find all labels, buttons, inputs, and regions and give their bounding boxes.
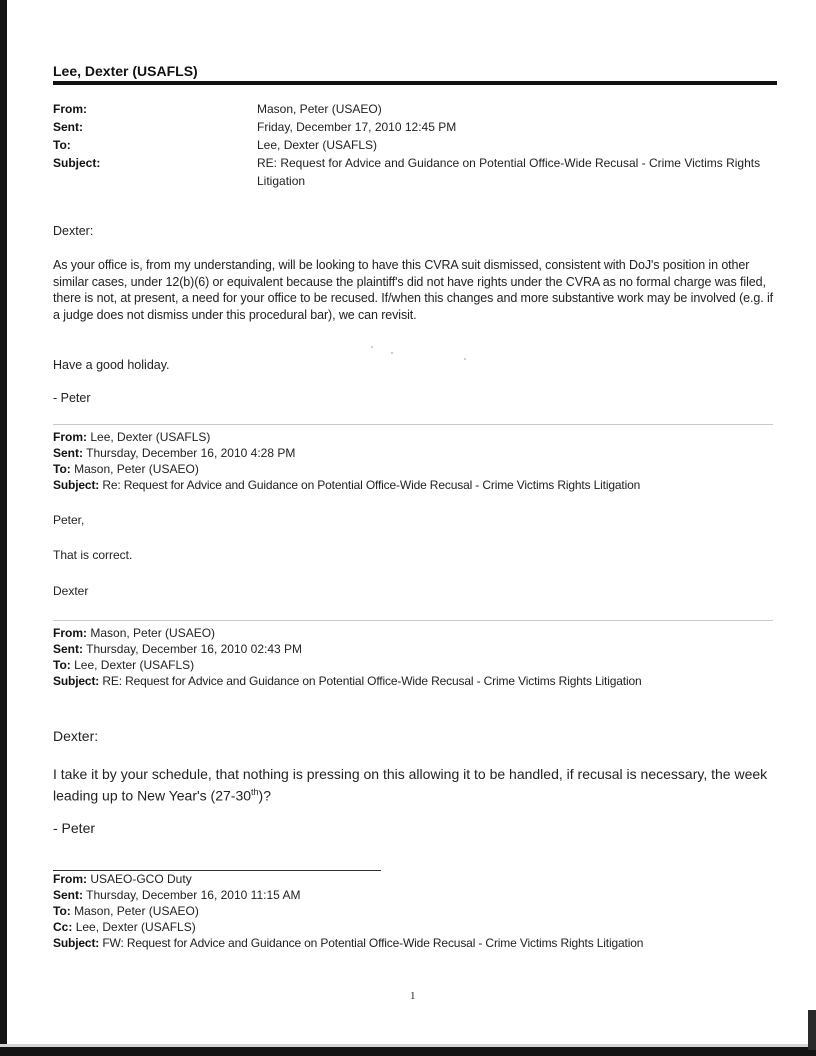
header-from-value: Mason, Peter (USAEO) — [257, 102, 382, 116]
quoted3-sent — [53, 888, 300, 902]
scan-speck — [371, 346, 373, 348]
message1-body: As your office is, from my understanding, will be looking to have this CVRA suit dismissed, consistent with DoJ's position in other similar cases, under 12(b)(6) or equivalent because the plaintiff's did not have rights under the CVRA as no formal charge was filed, there is not, at present, a need for your office to be recused. If/when this changes and more substantive work may be involved (e.g. if a judge does not dismiss under this procedural bar), we can revisit. — [53, 258, 774, 322]
quoted2-to-label: To: — [53, 658, 71, 672]
quoted3-from-value: USAEO-GCO Duty — [90, 872, 192, 886]
quoted1-signature: Dexter — [53, 584, 89, 598]
quoted1-greeting: Peter, — [53, 513, 85, 527]
message1-signature: - Peter — [53, 391, 91, 405]
quoted3-from-label: From: — [53, 872, 87, 886]
quoted1-body: That is correct. — [53, 548, 133, 562]
header-sent-label: Sent: — [53, 120, 83, 134]
quoted2-body — [53, 765, 773, 805]
quoted1-to — [53, 462, 199, 476]
quoted2-signature: - Peter — [53, 820, 96, 836]
quoted3-cc-label: Cc: — [53, 920, 73, 934]
quoted1-sent-value: Thursday, December 16, 2010 4:28 PM — [86, 446, 296, 460]
message-separator — [53, 424, 773, 425]
quoted2-sent — [53, 642, 302, 656]
quoted2-subject-value: RE: Request for Advice and Guidance on Potential Office-Wide Recusal - Crime Victims Rights Litigation — [102, 674, 642, 688]
reply-separator — [53, 870, 381, 871]
quoted2-body-superscript: th — [251, 787, 259, 797]
quoted1-from — [53, 430, 210, 444]
quoted3-sent-label: Sent: — [53, 888, 83, 902]
scan-edge-left — [0, 0, 7, 1056]
header-sent-value: Friday, December 17, 2010 12:45 PM — [257, 120, 457, 134]
scan-edge-bottom — [0, 1047, 816, 1056]
quoted1-to-label: To: — [53, 462, 71, 476]
quoted1-to-value: Mason, Peter (USAEO) — [74, 462, 199, 476]
quoted2-sent-value: Thursday, December 16, 2010 02:43 PM — [86, 642, 303, 656]
quoted2-from-value: Mason, Peter (USAEO) — [90, 626, 216, 640]
quoted3-cc — [53, 920, 196, 934]
page-number: 1 — [410, 990, 416, 1002]
message1-greeting: Dexter: — [53, 224, 94, 238]
quoted1-subject-value: Re: Request for Advice and Guidance on Potential Office-Wide Recusal - Crime Victims Rights Litigation — [102, 478, 641, 492]
quoted3-subject-label: Subject: — [53, 936, 100, 950]
quoted1-from-value: Lee, Dexter (USAFLS) — [90, 430, 211, 444]
quoted3-to — [53, 904, 199, 918]
document-title: Lee, Dexter (USAFLS) — [53, 63, 198, 79]
quoted2-body-main: I take it by your schedule, that nothing is pressing on this allowing it to be handled, if recusal is necessary, the week leading up to New Year's (27-30 — [53, 766, 768, 804]
quoted3-subject — [53, 936, 643, 950]
header-subject-value: RE: Request for Advice and Guidance on Potential Office-Wide Recusal - Crime Victims Rights Litigation — [257, 156, 761, 188]
quoted3-subject-value: FW: Request for Advice and Guidance on Potential Office-Wide Recusal - Crime Victims Rights Litigation — [102, 936, 644, 950]
quoted3-to-value: Mason, Peter (USAEO) — [74, 904, 199, 918]
quoted1-sent — [53, 446, 295, 460]
quoted3-sent-value: Thursday, December 16, 2010 11:15 AM — [86, 888, 301, 902]
quoted2-subject — [53, 674, 642, 688]
quoted1-sent-label: Sent: — [53, 446, 83, 460]
title-rule — [53, 81, 777, 85]
header-from-label: From: — [53, 102, 87, 116]
header-to-label: To: — [53, 138, 71, 152]
quoted1-subject — [53, 478, 640, 492]
quoted2-greeting: Dexter: — [53, 728, 99, 744]
quoted2-sent-label: Sent: — [53, 642, 83, 656]
quoted2-from-label: From: — [53, 626, 87, 640]
message1-closing: Have a good holiday. — [53, 358, 170, 372]
quoted2-to-value: Lee, Dexter (USAFLS) — [74, 658, 195, 672]
quoted2-subject-label: Subject: — [53, 674, 100, 688]
scan-speck — [391, 352, 393, 354]
quoted1-subject-label: Subject: — [53, 478, 100, 492]
header-to-value: Lee, Dexter (USAFLS) — [257, 138, 378, 152]
quoted3-from — [53, 872, 192, 886]
quoted3-cc-value: Lee, Dexter (USAFLS) — [75, 920, 196, 934]
quoted1-from-label: From: — [53, 430, 87, 444]
scan-edge-right-blot — [808, 1010, 816, 1050]
header-subject-label: Subject: — [53, 156, 101, 170]
quoted2-from — [53, 626, 215, 640]
quoted3-to-label: To: — [53, 904, 71, 918]
quoted2-body-end: )? — [258, 787, 271, 804]
message-separator — [53, 620, 773, 621]
quoted2-to — [53, 658, 194, 672]
